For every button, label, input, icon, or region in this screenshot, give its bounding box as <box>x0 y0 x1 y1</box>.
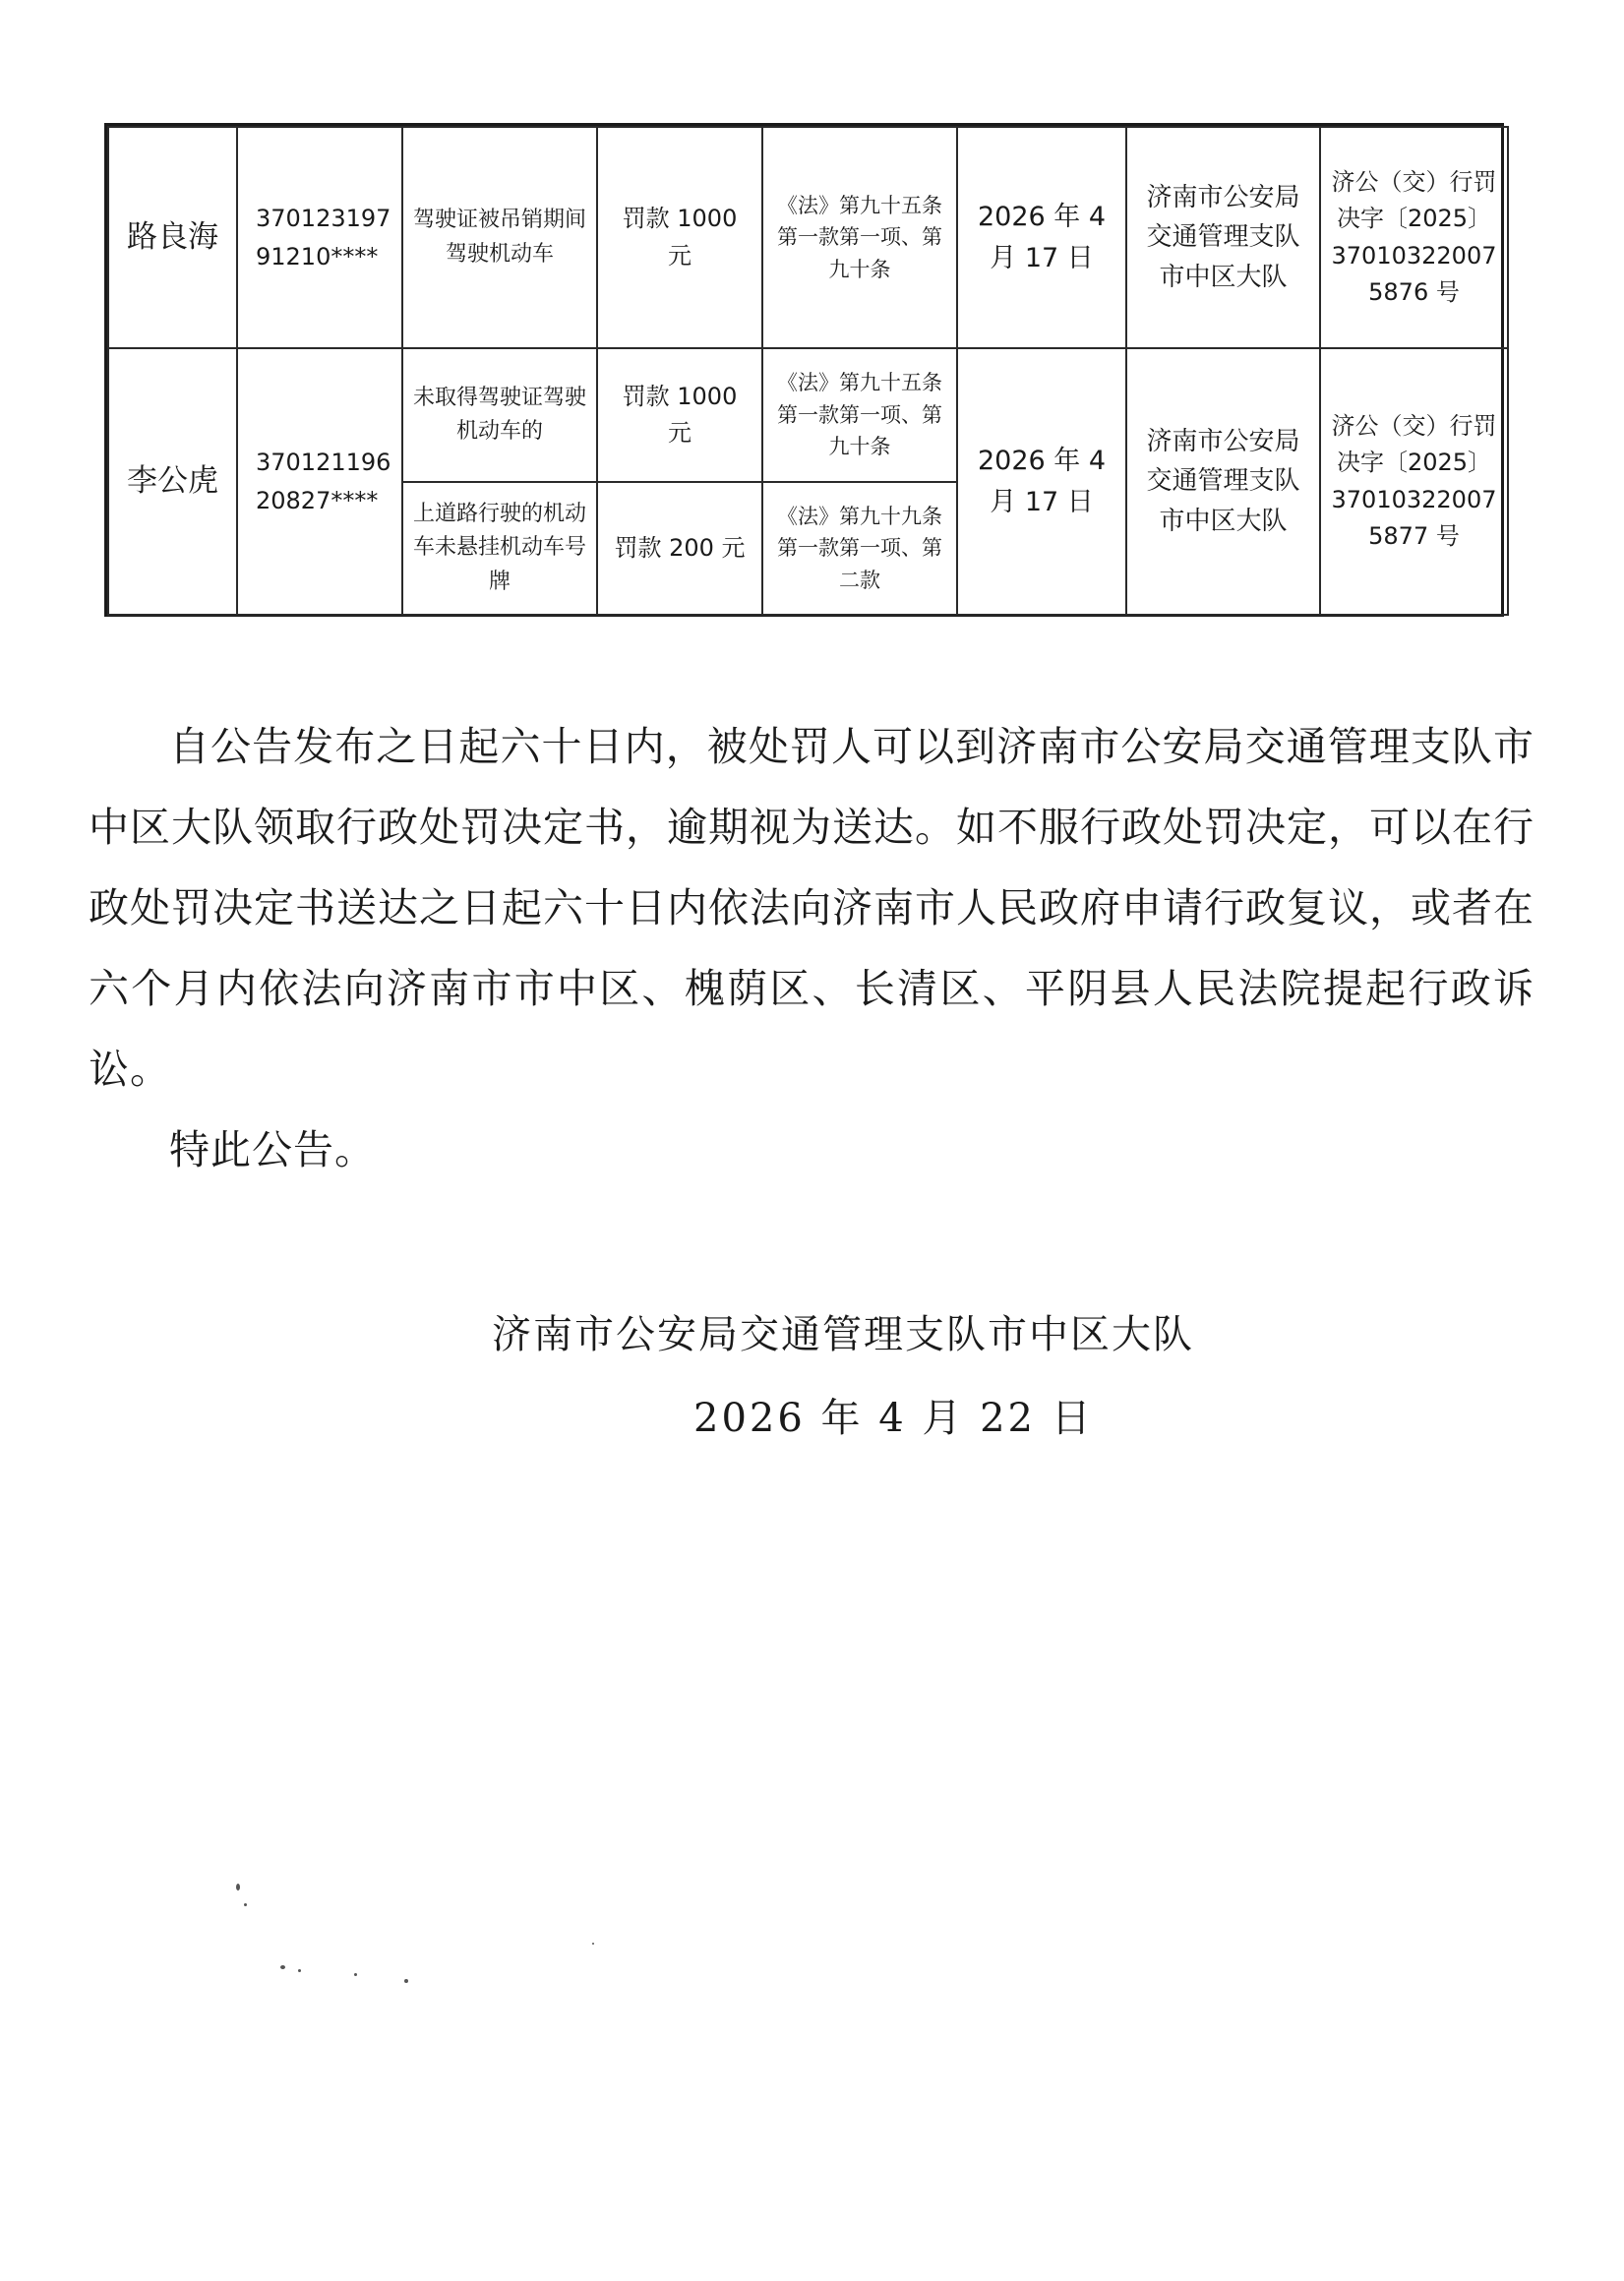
scan-speck <box>354 1973 357 1976</box>
table-row <box>108 348 1508 482</box>
id-number-cell: 37012119620827**** <box>237 348 402 615</box>
notice-paragraph: 自公告发布之日起六十日内，被处罚人可以到济南市公安局交通管理支队市中区大队领取行政处罚决定书，逾期视为送达。如不服行政处罚决定，可以在行政处罚决定书送达之日起六十日内依法向济南市人民政府申请行政复议，或者在六个月内依法向济南市市中区、槐荫区、长清区、平阴县人民法院提起行政诉讼。 <box>89 723 1534 1093</box>
violation-fact-cell: 驾驶证被吊销期间驾驶机动车 <box>402 127 597 348</box>
id-number-cell: 37012319791210**** <box>237 127 402 348</box>
decision-number-cell: 济公（交）行罚决字〔2025〕370103220075877 号 <box>1320 348 1508 615</box>
penalty-cell: 罚款 1000 元 <box>597 127 762 348</box>
legal-basis-cell: 《法》第九十五条第一款第一项、第九十条 <box>762 348 957 482</box>
scan-speck <box>280 1965 285 1969</box>
legal-basis-cell: 《法》第九十九条第一款第一项、第二款 <box>762 482 957 615</box>
authority-cell: 济南市公安局交通管理支队市中区大队 <box>1126 127 1320 348</box>
authority-cell: 济南市公安局交通管理支队市中区大队 <box>1126 348 1320 615</box>
name-cell: 李公虎 <box>108 348 237 615</box>
scan-speck <box>236 1884 240 1891</box>
scan-speck <box>244 1903 247 1906</box>
signature-organization: 济南市公安局交通管理支队市中区大队 <box>492 1312 1194 1357</box>
decision-date-cell: 2026 年 4 月 17 日 <box>957 127 1126 348</box>
scan-speck <box>298 1969 301 1972</box>
scan-speck <box>592 1943 594 1945</box>
penalty-cell: 罚款 1000 元 <box>597 348 762 482</box>
signature-date: 2026 年 4 月 22 日 <box>693 1396 1094 1441</box>
decision-date-cell: 2026 年 4 月 17 日 <box>957 348 1126 615</box>
penalty-table <box>107 126 1509 616</box>
violation-fact-cell: 未取得驾驶证驾驶机动车的 <box>402 348 597 482</box>
legal-basis-cell: 《法》第九十五条第一款第一项、第九十条 <box>762 127 957 348</box>
decision-number-cell: 济公（交）行罚决字〔2025〕370103220075876 号 <box>1320 127 1508 348</box>
scan-speck <box>404 1979 408 1983</box>
penalty-cell: 罚款 200 元 <box>597 482 762 615</box>
table-row <box>108 127 1508 348</box>
notice-closing: 特此公告。 <box>169 1126 376 1173</box>
notice-body <box>89 706 1534 1190</box>
violation-fact-cell: 上道路行驶的机动车未悬挂机动车号牌 <box>402 482 597 615</box>
name-cell: 路良海 <box>108 127 237 348</box>
penalty-table-frame <box>104 123 1504 617</box>
